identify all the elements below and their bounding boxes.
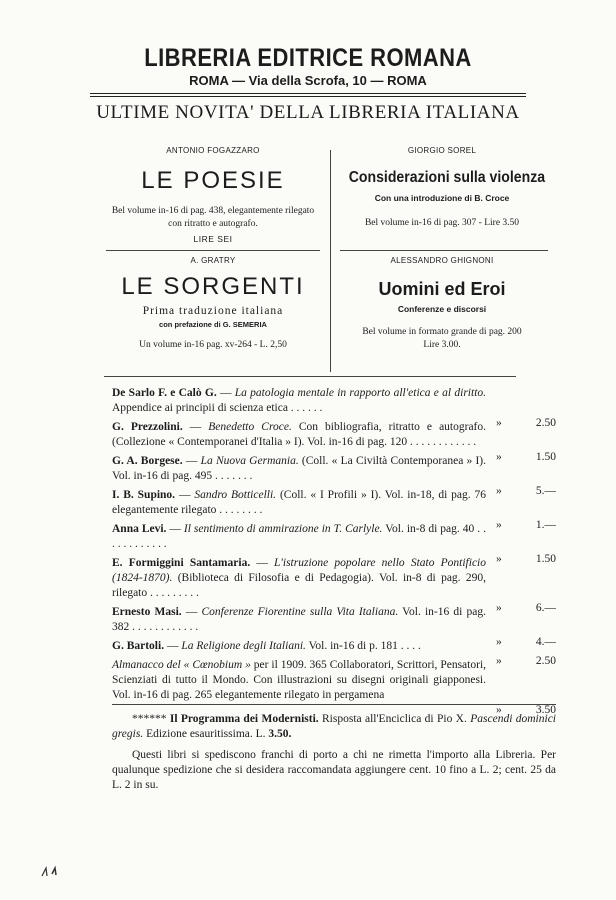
book-title: Sandro Botticelli. bbox=[194, 489, 277, 501]
featured-title: LE POESIE bbox=[141, 167, 285, 194]
featured-author: A. GRATRY bbox=[190, 256, 236, 265]
grid-divider-left bbox=[106, 250, 320, 251]
program-stars: ****** bbox=[132, 713, 167, 725]
book-list bbox=[112, 386, 556, 716]
price-mark: » bbox=[496, 655, 502, 667]
margin-marks bbox=[38, 862, 58, 885]
book-title: La patologia mentale in rapporto all'etica e al diritto. bbox=[234, 387, 487, 399]
book-author: G. Bartoli. bbox=[112, 640, 165, 652]
featured-subtitle: Con una introduzione di B. Croce bbox=[374, 193, 510, 203]
book-title: La Nuova Germania. bbox=[200, 455, 299, 467]
price-mark: » bbox=[496, 519, 502, 531]
program-notice bbox=[112, 712, 556, 742]
featured-title: LE SORGENTI bbox=[121, 273, 305, 300]
book-title: Il sentimento di ammirazione in T. Carlyle. bbox=[183, 523, 383, 535]
featured-preface: con prefazione di G. SEMERIA bbox=[159, 320, 267, 329]
shipping-note: Questi libri si spediscono franchi di porto a chi ne rimetta l'importo alla Libreria. Per qualunque spedizione che si desidera raccomandata aggiungere cent. 10 fino a L. 2; cent. 25 da L. 2 in su. bbox=[112, 749, 556, 791]
book-title: Almanacco del « Cœnobium » bbox=[112, 659, 251, 671]
featured-subtitle: Conferenze e discorsi bbox=[397, 304, 487, 314]
book-author: Ernesto Masi. bbox=[112, 606, 182, 618]
price-mark: » bbox=[496, 553, 502, 565]
program-title: Il Programma dei Modernisti. bbox=[169, 713, 319, 725]
grid-divider-vertical bbox=[330, 150, 331, 372]
book-price: 2.50 bbox=[535, 655, 556, 667]
featured-desc: Bel volume in formato grande di pag. 200 bbox=[362, 327, 522, 337]
featured-author: ANTONIO FOGAZZARO bbox=[166, 146, 260, 155]
book-title: L'istruzione popolare nello Stato Pontificio (1824-1870). bbox=[112, 557, 486, 584]
featured-author: ALESSANDRO GHIGNONI bbox=[390, 256, 494, 265]
book-price: 2.50 bbox=[535, 417, 556, 429]
book-price: 1.50 bbox=[535, 553, 556, 565]
publisher-address: ROMA — Via della Scrofa, 10 — ROMA bbox=[189, 73, 427, 88]
book-author: G. A. Borgese. bbox=[112, 455, 183, 467]
book-price: 1.— bbox=[535, 519, 556, 531]
featured-subtitle: Prima traduzione italiana bbox=[142, 305, 284, 317]
list-item: G. A. Borgese. — La Nuova Germania. (Coll. « La Civiltà Contemporanea » I). Vol. in-16 di pag. 495 . . . . . . . » 5.— bbox=[112, 455, 556, 497]
book-details: per il 1909. 365 Collaboratori, Scrittori, Pensatori, Scienziati di tutto il Mondo. Con illustrazioni su disegni originali giapponesi. Vol. in-16 di pag. 265 elegantemente rilegato in pergamena bbox=[112, 659, 487, 701]
featured-gratry bbox=[106, 256, 320, 352]
featured-title: Considerazioni sulla violenza bbox=[348, 169, 546, 186]
news-heading: ULTIME NOVITA' DELLA LIBRERIA ITALIANA bbox=[96, 102, 520, 123]
program-price: 3.50. bbox=[268, 728, 292, 740]
program-text-2: Edizione esauritissima. L. bbox=[146, 728, 266, 740]
list-item: Ernesto Masi. — Conferenze Fiorentine sulla Vita Italiana. Vol. in-16 di pag. 382 . . . . . . . . . . . . » 4.— bbox=[112, 606, 556, 648]
list-item: G. Prezzolini. — Benedetto Croce. Con bibliografia, ritratto e autografo. (Collezione « Contemporanei d'Italia » I). Vol. in-16 di pag. 120 . . . . . . . . . . . . » 1.50 bbox=[112, 421, 556, 463]
book-price: 3.50 bbox=[535, 704, 556, 716]
book-details: Vol. in-16 di p. 181 . . . . bbox=[308, 640, 421, 652]
book-details: (Biblioteca di Filosofia e di Pedagogia). Vol. in-8 di pag. 290, rilegato . . . . . . . . . bbox=[112, 572, 486, 599]
book-price: 4.— bbox=[535, 636, 556, 648]
footer bbox=[112, 712, 556, 799]
book-title: La Religione degli Italiani. bbox=[181, 640, 306, 652]
book-title: Conferenze Fiorentine sulla Vita Italiana. bbox=[201, 606, 399, 618]
book-details: Con bibliografia, ritratto e autografo. (Collezione « Contemporanei d'Italia » I). Vol. in-16 di pag. 120 . . . . . . . . . . . . bbox=[112, 421, 487, 448]
featured-fogazzaro bbox=[106, 146, 320, 244]
book-details: (Coll. « La Civiltà Contemporanea » I). Vol. in-16 di pag. 495 . . . . . . . bbox=[112, 455, 487, 482]
header-rule-top bbox=[90, 93, 526, 94]
program-encyclical: Pascendi dominici gregis. bbox=[112, 713, 556, 740]
book-price: 5.— bbox=[535, 485, 556, 497]
price-mark: » bbox=[496, 704, 502, 716]
price-mark: » bbox=[496, 636, 502, 648]
price-mark: » bbox=[496, 485, 502, 497]
list-item: E. Formiggini Santamaria. — L'istruzione popolare nello Stato Pontificio (1824-1870). (Biblioteca di Filosofia e di Pedagogia). Vol. in-8 di pag. 290, rilegato . . . . . . . . . » 6.— bbox=[112, 557, 556, 614]
book-author: Anna Levi. bbox=[112, 523, 167, 535]
featured-desc: Un volume in-16 pag. xv-264 - L. 2,50 bbox=[139, 340, 287, 350]
list-rule-top bbox=[104, 376, 516, 377]
featured-ghignoni bbox=[336, 256, 548, 352]
featured-desc: Bel volume in-16 di pag. 438, elegantemente rilegato con ritratto e autografo. bbox=[111, 206, 315, 229]
header-rule-bottom bbox=[90, 96, 526, 97]
list-item: I. B. Supino. — Sandro Botticelli. (Coll. « I Profili » I). Vol. in-18, di pag. 76 elegantemente rilegato . . . . . . . . » 1.— bbox=[112, 489, 556, 531]
grid-divider-right bbox=[340, 250, 548, 251]
book-price: 1.50 bbox=[535, 451, 556, 463]
featured-desc: Bel volume in-16 di pag. 307 - Lire 3.50 bbox=[364, 218, 520, 228]
book-details: Vol. in-8 di pag. 40 . . . . . . . . . . . . bbox=[112, 523, 486, 550]
price-mark: » bbox=[496, 451, 502, 463]
price-mark: » bbox=[496, 417, 502, 429]
book-details: Vol. in-16 di pag. 382 . . . . . . . . . . . . bbox=[112, 606, 487, 633]
list-item: G. Bartoli. — La Religione degli Italiani. Vol. in-16 di p. 181 . . . . » 2.50 bbox=[112, 640, 556, 667]
program-text: Risposta all'Enciclica di Pio X. bbox=[322, 713, 467, 725]
featured-price: Lire 3.00. bbox=[423, 340, 461, 350]
publisher-title: LIBRERIA EDITRICE ROMANA bbox=[144, 44, 472, 72]
list-item: De Sarlo F. e Calò G. — La patologia mentale in rapporto all'etica e al diritto. Appendice ai principii di scienza etica . . . . . . » 2.50 bbox=[112, 387, 556, 429]
featured-title: Uomini ed Eroi bbox=[378, 279, 506, 299]
list-rule-bottom bbox=[112, 704, 556, 705]
book-details: (Coll. « I Profili » I). Vol. in-18, di pag. 76 elegantemente rilegato . . . . . . . . bbox=[112, 489, 487, 516]
featured-price: LIRE SEI bbox=[193, 234, 233, 244]
book-author: E. Formiggini Santamaria. bbox=[112, 557, 251, 569]
ink-mark-icon bbox=[38, 862, 58, 882]
featured-author: GIORGIO SOREL bbox=[407, 146, 477, 155]
featured-sorel bbox=[336, 146, 548, 230]
book-price: 6.— bbox=[535, 602, 556, 614]
list-item: Anna Levi. — Il sentimento di ammirazione in T. Carlyle. Vol. in-8 di pag. 40 . . . . . . . . . . . . » 1.50 bbox=[112, 523, 556, 565]
book-author: De Sarlo F. e Calò G. bbox=[112, 387, 217, 399]
book-details: Appendice ai principii di scienza etica . . . . . . bbox=[112, 402, 323, 414]
list-item bbox=[112, 658, 556, 716]
book-title: Benedetto Croce. bbox=[208, 421, 292, 433]
book-author: G. Prezzolini. bbox=[112, 421, 183, 433]
book-author: I. B. Supino. bbox=[112, 489, 176, 501]
price-mark: » bbox=[496, 602, 502, 614]
